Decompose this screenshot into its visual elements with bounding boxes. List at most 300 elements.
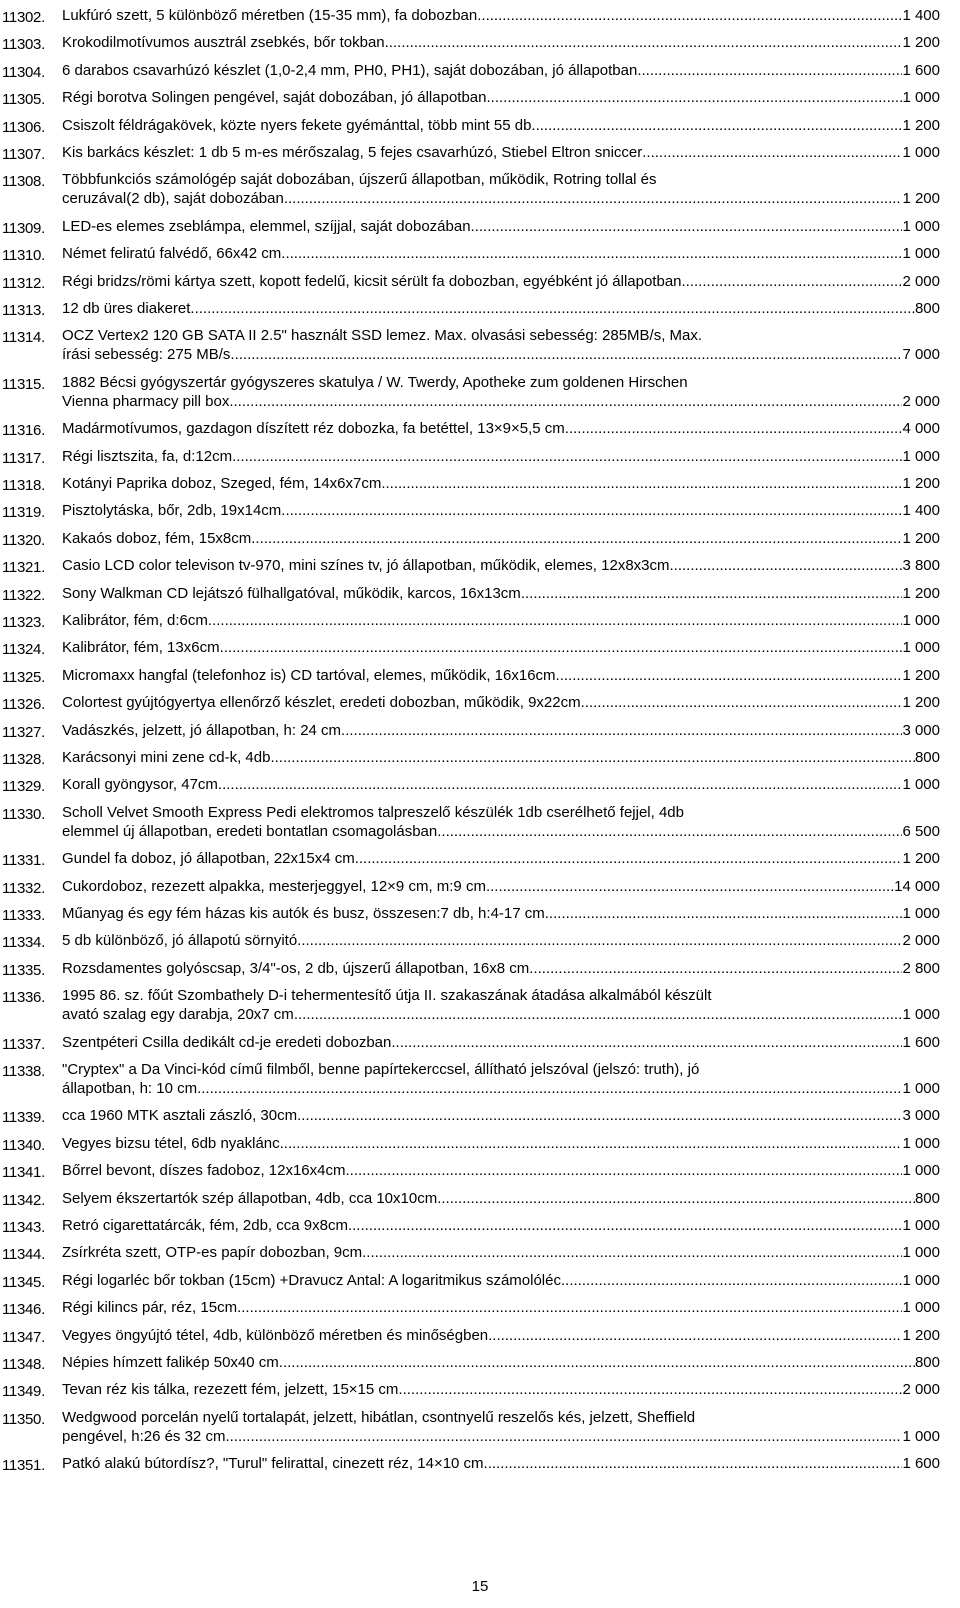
item-price: 1 000 [902, 1217, 940, 1234]
item-description-line: OCZ Vertex2 120 GB SATA II 2.5" használt SSD lemez. Max. olvasási sebesség: 285MB/s, Max. [62, 327, 703, 345]
item-price: 1 200 [902, 850, 940, 868]
item-price-line [62, 693, 940, 712]
dot-leader [297, 931, 902, 950]
item-number: 11347. [2, 1328, 45, 1346]
item-price: 1 000 [902, 245, 940, 263]
item-number: 11322. [2, 586, 45, 604]
item-description [62, 474, 940, 493]
item-description [62, 666, 940, 685]
item-description [62, 143, 940, 162]
dot-leader [484, 1454, 903, 1473]
item-price-line [62, 1243, 940, 1262]
dot-leader [437, 1189, 915, 1208]
item-description [62, 1353, 940, 1372]
item-description [62, 116, 940, 135]
item-number: 11314. [2, 329, 45, 347]
dot-leader [294, 1005, 903, 1024]
dot-leader [297, 1106, 902, 1125]
item-price: 1 000 [902, 1134, 940, 1152]
dot-leader [486, 88, 902, 107]
item-price: 1 600 [902, 1455, 940, 1473]
item-number: 11325. [2, 668, 45, 686]
item-price-line [62, 474, 940, 493]
item-number: 11304. [2, 63, 45, 81]
item-price-line [62, 88, 940, 107]
item-text: Krokodilmotívumos ausztrál zsebkés, bőr tokban [62, 34, 385, 52]
item-description-line: Többfunkciós számológép saját dobozában, újszerű állapotban, működik, Rotring tollal és [62, 171, 657, 189]
item-text: Bőrrel bevont, díszes fadoboz, 12x16x4cm [62, 1162, 346, 1180]
item-description [62, 849, 940, 868]
item-description [62, 1271, 940, 1290]
dot-leader [270, 748, 915, 767]
item-number: 11348. [2, 1356, 45, 1373]
item-price: 1 000 [902, 1244, 940, 1262]
item-price: 1 200 [902, 584, 940, 602]
item-number: 11329. [2, 778, 45, 796]
dot-leader [346, 1161, 903, 1180]
item-price: 3 800 [902, 557, 940, 575]
item-text: Vadászkés, jelzett, jó állapotban, h: 24 cm [62, 721, 342, 739]
item-number: 11320. [2, 531, 45, 549]
item-price-line [62, 1216, 940, 1235]
dot-leader [529, 959, 902, 978]
item-description [62, 959, 940, 978]
item-price: 2 000 [902, 932, 940, 950]
dot-leader [437, 822, 902, 841]
item-text: Pisztolytáska, bőr, 2db, 19x14cm [62, 502, 282, 520]
item-description [62, 6, 940, 25]
item-description [62, 1189, 940, 1208]
dot-leader [477, 6, 902, 25]
item-number: 11305. [2, 91, 45, 109]
item-price-line [62, 822, 940, 841]
item-description [62, 501, 940, 520]
dot-leader [225, 1427, 902, 1446]
item-price: 800 [914, 300, 940, 317]
item-text: Műanyag és egy fém házas kis autók és busz, összesen:7 db, h:4-17 cm [62, 905, 545, 922]
dot-leader [232, 447, 902, 466]
item-price: 1 000 [902, 1427, 940, 1445]
dot-leader [531, 116, 902, 135]
item-price-line [62, 272, 940, 291]
item-price-line [62, 1189, 940, 1208]
item-description-line: Scholl Velvet Smooth Express Pedi elektromos talpreszelő készülék 1db cserélhető fejjel, 4db [62, 803, 684, 821]
item-number: 11302. [2, 9, 45, 26]
item-price: 1 000 [902, 1162, 940, 1180]
item-number: 11337. [2, 1035, 45, 1053]
item-price: 1 000 [902, 905, 940, 922]
item-price-line [62, 1353, 940, 1372]
item-price: 800 [914, 1189, 940, 1207]
item-text: 12 db üres diakeret [62, 300, 191, 317]
item-price: 1 000 [902, 447, 940, 465]
dot-leader [565, 419, 903, 438]
item-price: 1 000 [902, 217, 940, 235]
item-price-line [62, 666, 940, 685]
item-description [62, 1408, 940, 1446]
item-text: elemmel új állapotban, eredeti bontatlan csomagolásban [62, 822, 438, 840]
item-number: 11324. [2, 641, 45, 659]
item-text: Karácsonyi mini zene cd-k, 4db [62, 749, 271, 766]
item-price-line [62, 61, 940, 80]
item-price-line [62, 217, 940, 236]
item-price-line [62, 299, 940, 318]
item-text: Népies hímzett falikép 50x40 cm [62, 1354, 279, 1371]
item-price-line [62, 775, 940, 794]
item-number: 11321. [2, 559, 45, 577]
item-number: 11313. [2, 302, 45, 319]
item-price-line [62, 748, 940, 767]
item-price: 800 [914, 1354, 940, 1371]
item-price: 1 200 [902, 666, 940, 684]
item-text: Patkó alakú bútordísz?, "Turul" felirattal, cinezett réz, 14×10 cm [62, 1455, 484, 1473]
item-text: Vegyes öngyújtó tétel, 4db, különböző méretben és minőségben [62, 1326, 489, 1344]
item-price: 6 500 [902, 822, 940, 840]
dot-leader [488, 1326, 902, 1345]
item-description [62, 170, 940, 208]
item-description [62, 1161, 940, 1180]
item-number: 11330. [2, 805, 45, 823]
item-price: 1 000 [902, 1080, 940, 1097]
item-text: Régi kilincs pár, réz, 15cm [62, 1299, 238, 1317]
item-price-line [62, 849, 940, 868]
item-price-line [62, 1161, 940, 1180]
dot-leader [565, 1271, 902, 1290]
dot-leader [385, 33, 903, 52]
item-description [62, 244, 940, 263]
item-number: 11341. [2, 1164, 45, 1182]
item-price-line [62, 1005, 940, 1024]
item-text: Tevan réz kis tálka, rezezett fém, jelzett, 15×15 cm [62, 1381, 399, 1399]
item-text: Régi lisztszita, fa, d:12cm [62, 447, 233, 465]
item-description [62, 693, 940, 712]
item-text: Régi logarléc bőr tokban (15cm) +Dravucz Antal: A logaritmikus számolóléc. [62, 1271, 566, 1289]
dot-leader [362, 1243, 902, 1262]
item-price-line [62, 1079, 940, 1098]
item-number: 11316. [2, 422, 45, 440]
item-number: 11317. [2, 449, 45, 467]
item-price: 1 200 [902, 475, 940, 492]
item-description [62, 775, 940, 794]
dot-leader [280, 1134, 903, 1153]
item-text: Csiszolt féldrágakövek, közte nyers fekete gyémánttal, több mint 55 db [62, 116, 532, 134]
item-number: 11309. [2, 219, 45, 237]
item-text: ceruzával(2 db), saját dobozában [62, 190, 284, 208]
item-price-line [62, 611, 940, 630]
item-text: Kakaós doboz, fém, 15x8cm [62, 529, 252, 547]
item-description [62, 1380, 940, 1399]
item-description [62, 1326, 940, 1345]
item-number: 11332. [2, 879, 45, 897]
item-description [62, 986, 940, 1024]
item-price-line [62, 33, 940, 52]
item-text: Selyem ékszertartók szép állapotban, 4db, cca 10x10cm [62, 1189, 438, 1207]
item-text: Kalibrátor, fém, 13x6cm [62, 639, 220, 657]
dot-leader [220, 638, 903, 657]
item-price: 1 000 [902, 612, 940, 629]
item-description-line: "Cryptex" a Da Vinci-kód című filmből, benne papírtekerccsel, állítható jelszóval (jelszó: truth), jó [62, 1061, 700, 1078]
item-number: 11310. [2, 247, 45, 265]
dot-leader [197, 1079, 902, 1098]
item-number: 11342. [2, 1191, 45, 1209]
dot-leader [355, 849, 903, 868]
dot-leader [398, 1380, 902, 1399]
item-price: 1 200 [902, 190, 940, 208]
item-description-line: 1995 86. sz. főút Szombathely D-i tehermentesítő útja II. szakaszának átadása alkalmából készült [62, 987, 712, 1005]
item-text: Korall gyöngysor, 47cm [62, 776, 218, 794]
dot-leader [556, 666, 903, 685]
item-price: 1 000 [902, 1299, 940, 1317]
item-number: 11344. [2, 1246, 45, 1264]
dot-leader [642, 143, 902, 162]
item-price-line [62, 1298, 940, 1317]
item-text: Vegyes bizsu tétel, 6db nyaklánc [62, 1134, 280, 1152]
dot-leader [284, 189, 903, 208]
item-text: Kotányi Paprika doboz, Szeged, fém, 14x6x7cm [62, 475, 382, 492]
item-price: 1 200 [902, 1326, 940, 1344]
item-number: 11327. [2, 723, 45, 741]
dot-leader [521, 584, 903, 603]
dot-leader [208, 611, 903, 630]
item-number: 11326. [2, 696, 45, 714]
item-price-line [62, 721, 940, 740]
item-text: Szentpéteri Csilla dedikált cd-je eredeti dobozban [62, 1033, 392, 1051]
item-price: 800 [914, 749, 940, 766]
item-price: 1 400 [902, 502, 940, 520]
item-text: cca 1960 MTK asztali zászló, 30cm [62, 1107, 298, 1125]
item-price: 1 000 [902, 776, 940, 794]
dot-leader [348, 1216, 903, 1235]
item-text: írási sebesség: 275 MB/s [62, 346, 231, 364]
item-description [62, 1243, 940, 1262]
item-text: Casio LCD color televison tv-970, mini színes tv, jó állapotban, működik, elemes, 12x8x3cm [62, 557, 670, 575]
item-description [62, 611, 940, 630]
item-price: 1 000 [902, 1271, 940, 1289]
item-price: 1 600 [902, 1033, 940, 1051]
dot-leader [229, 392, 902, 411]
item-number: 11351. [2, 1457, 45, 1475]
item-description [62, 638, 940, 657]
item-price: 1 000 [902, 639, 940, 657]
item-price-line [62, 529, 940, 548]
item-number: 11346. [2, 1301, 45, 1319]
dot-leader [281, 501, 902, 520]
item-text: avató szalag egy darabja, 20x7 cm [62, 1006, 294, 1024]
dot-leader [251, 529, 902, 548]
item-text: Német feliratú falvédő, 66x42 cm [62, 245, 282, 263]
item-description [62, 272, 940, 291]
dot-leader [637, 61, 902, 80]
item-text: Sony Walkman CD lejátszó fülhallgatóval, működik, karcos, 16x13cm [62, 584, 521, 602]
item-number: 11345. [2, 1273, 45, 1291]
item-price-line [62, 1271, 940, 1290]
item-price-line [62, 1454, 940, 1473]
item-price: 1 200 [902, 34, 940, 52]
dot-leader [682, 272, 903, 291]
item-price: 2 800 [902, 959, 940, 977]
item-price-line [62, 931, 940, 950]
item-text: LED-es elemes zseblámpa, elemmel, szíjjal, saját dobozában [62, 217, 471, 235]
item-price-line [62, 1033, 940, 1052]
item-price: 2 000 [902, 272, 940, 290]
item-price-line [62, 6, 940, 25]
item-price-line [62, 419, 940, 438]
item-description [62, 877, 940, 896]
dot-leader [218, 775, 903, 794]
item-price: 2 000 [902, 1381, 940, 1399]
dot-leader [391, 1033, 902, 1052]
item-number: 11308. [2, 173, 45, 191]
item-price-line [62, 143, 940, 162]
item-number: 11307. [2, 146, 45, 163]
item-text: Vienna pharmacy pill box [62, 392, 230, 410]
item-number: 11323. [2, 614, 45, 631]
item-price: 3 000 [902, 721, 940, 739]
item-number: 11334. [2, 934, 45, 952]
item-text: Colortest gyújtógyertya ellenőrző készlet, eredeti dobozban, működik, 9x22cm [62, 694, 581, 712]
item-description [62, 904, 940, 923]
item-price: 2 000 [902, 392, 940, 410]
item-price: 1 200 [902, 529, 940, 547]
item-description [62, 1106, 940, 1125]
item-price-line [62, 584, 940, 603]
dot-leader [281, 244, 902, 263]
item-price: 3 000 [902, 1107, 940, 1125]
item-price-line [62, 1326, 940, 1345]
item-price-line [62, 1106, 940, 1125]
item-text: Kalibrátor, fém, d:6cm [62, 612, 208, 629]
item-price-line [62, 116, 940, 135]
item-description [62, 748, 940, 767]
item-price-line [62, 447, 940, 466]
item-text: Kis barkács készlet: 1 db 5 m-es mérőszalag, 5 fejes csavarhúzó, Stiebel Eltron sniccer [62, 144, 643, 161]
item-price-line [62, 556, 940, 575]
item-description [62, 33, 940, 52]
item-description [62, 529, 940, 548]
item-price-line [62, 638, 940, 657]
item-price: 14 000 [894, 877, 940, 895]
item-text: Régi borotva Solingen pengével, saját dobozában, jó állapotban [62, 89, 487, 107]
item-description [62, 1134, 940, 1153]
item-number: 11315. [2, 375, 45, 393]
item-description [62, 326, 940, 364]
item-price-line [62, 189, 940, 208]
item-number: 11303. [2, 36, 45, 54]
item-price: 1 200 [902, 694, 940, 712]
item-price: 1 000 [902, 89, 940, 107]
item-text: Rozsdamentes golyóscsap, 3/4"-os, 2 db, újszerű állapotban, 16x8 cm [62, 959, 530, 977]
dot-leader [670, 556, 903, 575]
dot-leader [545, 904, 903, 923]
item-number: 11349. [2, 1383, 45, 1401]
item-description [62, 1298, 940, 1317]
item-price-line [62, 904, 940, 923]
item-price: 4 000 [902, 420, 940, 438]
item-description [62, 447, 940, 466]
item-price-line [62, 501, 940, 520]
item-text: 5 db különböző, jó állapotú sörnyitó [62, 932, 298, 950]
dot-leader [237, 1298, 902, 1317]
item-price-line [62, 345, 940, 364]
item-number: 11338. [2, 1063, 45, 1080]
item-description [62, 584, 940, 603]
page-number: 15 [471, 1578, 489, 1595]
item-number: 11319. [2, 504, 45, 522]
item-number: 11343. [2, 1219, 45, 1236]
item-description [62, 61, 940, 80]
item-text: állapotban, h: 10 cm [62, 1080, 198, 1097]
item-text: Retró cigarettatárcák, fém, 2db, cca 9x8cm [62, 1217, 348, 1234]
item-description [62, 931, 940, 950]
item-text: Régi bridzs/römi kártya szett, kopott fedelű, kicsit sérült fa dobozban, egyébként jó állapotban [62, 272, 682, 290]
dot-leader [341, 721, 902, 740]
dot-leader [581, 693, 903, 712]
item-text: Zsírkréta szett, OTP-es papír dobozban, 9cm [62, 1244, 363, 1262]
item-description [62, 373, 940, 411]
item-description [62, 1060, 940, 1098]
item-number: 11336. [2, 989, 45, 1007]
item-text: Madármotívumos, gazdagon díszített réz dobozka, fa betéttel, 13×9×5,5 cm [62, 420, 565, 438]
item-number: 11335. [2, 961, 45, 979]
dot-leader [381, 474, 902, 493]
item-number: 11306. [2, 118, 45, 136]
item-description [62, 299, 940, 318]
dot-leader [486, 877, 894, 896]
item-description [62, 419, 940, 438]
item-text: Lukfúró szett, 5 különböző méretben (15-35 mm), fa dobozban [62, 7, 478, 24]
item-price: 1 400 [902, 7, 940, 24]
item-text: Cukordoboz, rezezett alpakka, mesterjeggyel, 12×9 cm, m:9 cm [62, 877, 486, 895]
item-price-line [62, 1427, 940, 1446]
item-text: Micromaxx hangfal (telefonhoz is) CD tartóval, elemes, működik, 16x16cm [62, 666, 556, 684]
item-price-line [62, 392, 940, 411]
dot-leader [471, 217, 903, 236]
item-number: 11340. [2, 1136, 45, 1154]
dot-leader [190, 299, 915, 318]
item-price: 7 000 [902, 346, 940, 364]
item-price-line [62, 1380, 940, 1399]
dot-leader [230, 345, 902, 364]
item-number: 11350. [2, 1410, 45, 1428]
item-description [62, 1454, 940, 1473]
item-number: 11331. [2, 852, 45, 870]
item-number: 11333. [2, 907, 45, 924]
item-description-line: Wedgwood porcelán nyelű tortalapát, jelzett, hibátlan, csontnyelű reszelős kés, jelzett, Sheffield [62, 1408, 696, 1426]
item-description [62, 1216, 940, 1235]
dot-leader [279, 1353, 915, 1372]
item-text: 6 darabos csavarhúzó készlet (1,0-2,4 mm, PH0, PH1), saját dobozában, jó állapotban [62, 61, 638, 79]
item-number: 11318. [2, 477, 45, 494]
item-price-line [62, 877, 940, 896]
item-price: 1 600 [902, 61, 940, 79]
item-text: pengével, h:26 és 32 cm [62, 1427, 226, 1445]
item-description [62, 721, 940, 740]
item-number: 11312. [2, 274, 45, 292]
item-price-line [62, 1134, 940, 1153]
item-text: Gundel fa doboz, jó állapotban, 22x15x4 cm [62, 850, 355, 868]
item-price-line [62, 959, 940, 978]
item-description [62, 556, 940, 575]
item-number: 11339. [2, 1109, 45, 1127]
item-description-line: 1882 Bécsi gyógyszertár gyógyszeres skatulya / W. Twerdy, Apotheke zum goldenen Hirschen [62, 373, 688, 391]
item-description [62, 1033, 940, 1052]
item-description [62, 217, 940, 236]
item-number: 11328. [2, 751, 45, 768]
item-price: 1 000 [902, 144, 940, 161]
item-price: 1 200 [902, 116, 940, 134]
item-price: 1 000 [902, 1006, 940, 1024]
item-price-line [62, 244, 940, 263]
